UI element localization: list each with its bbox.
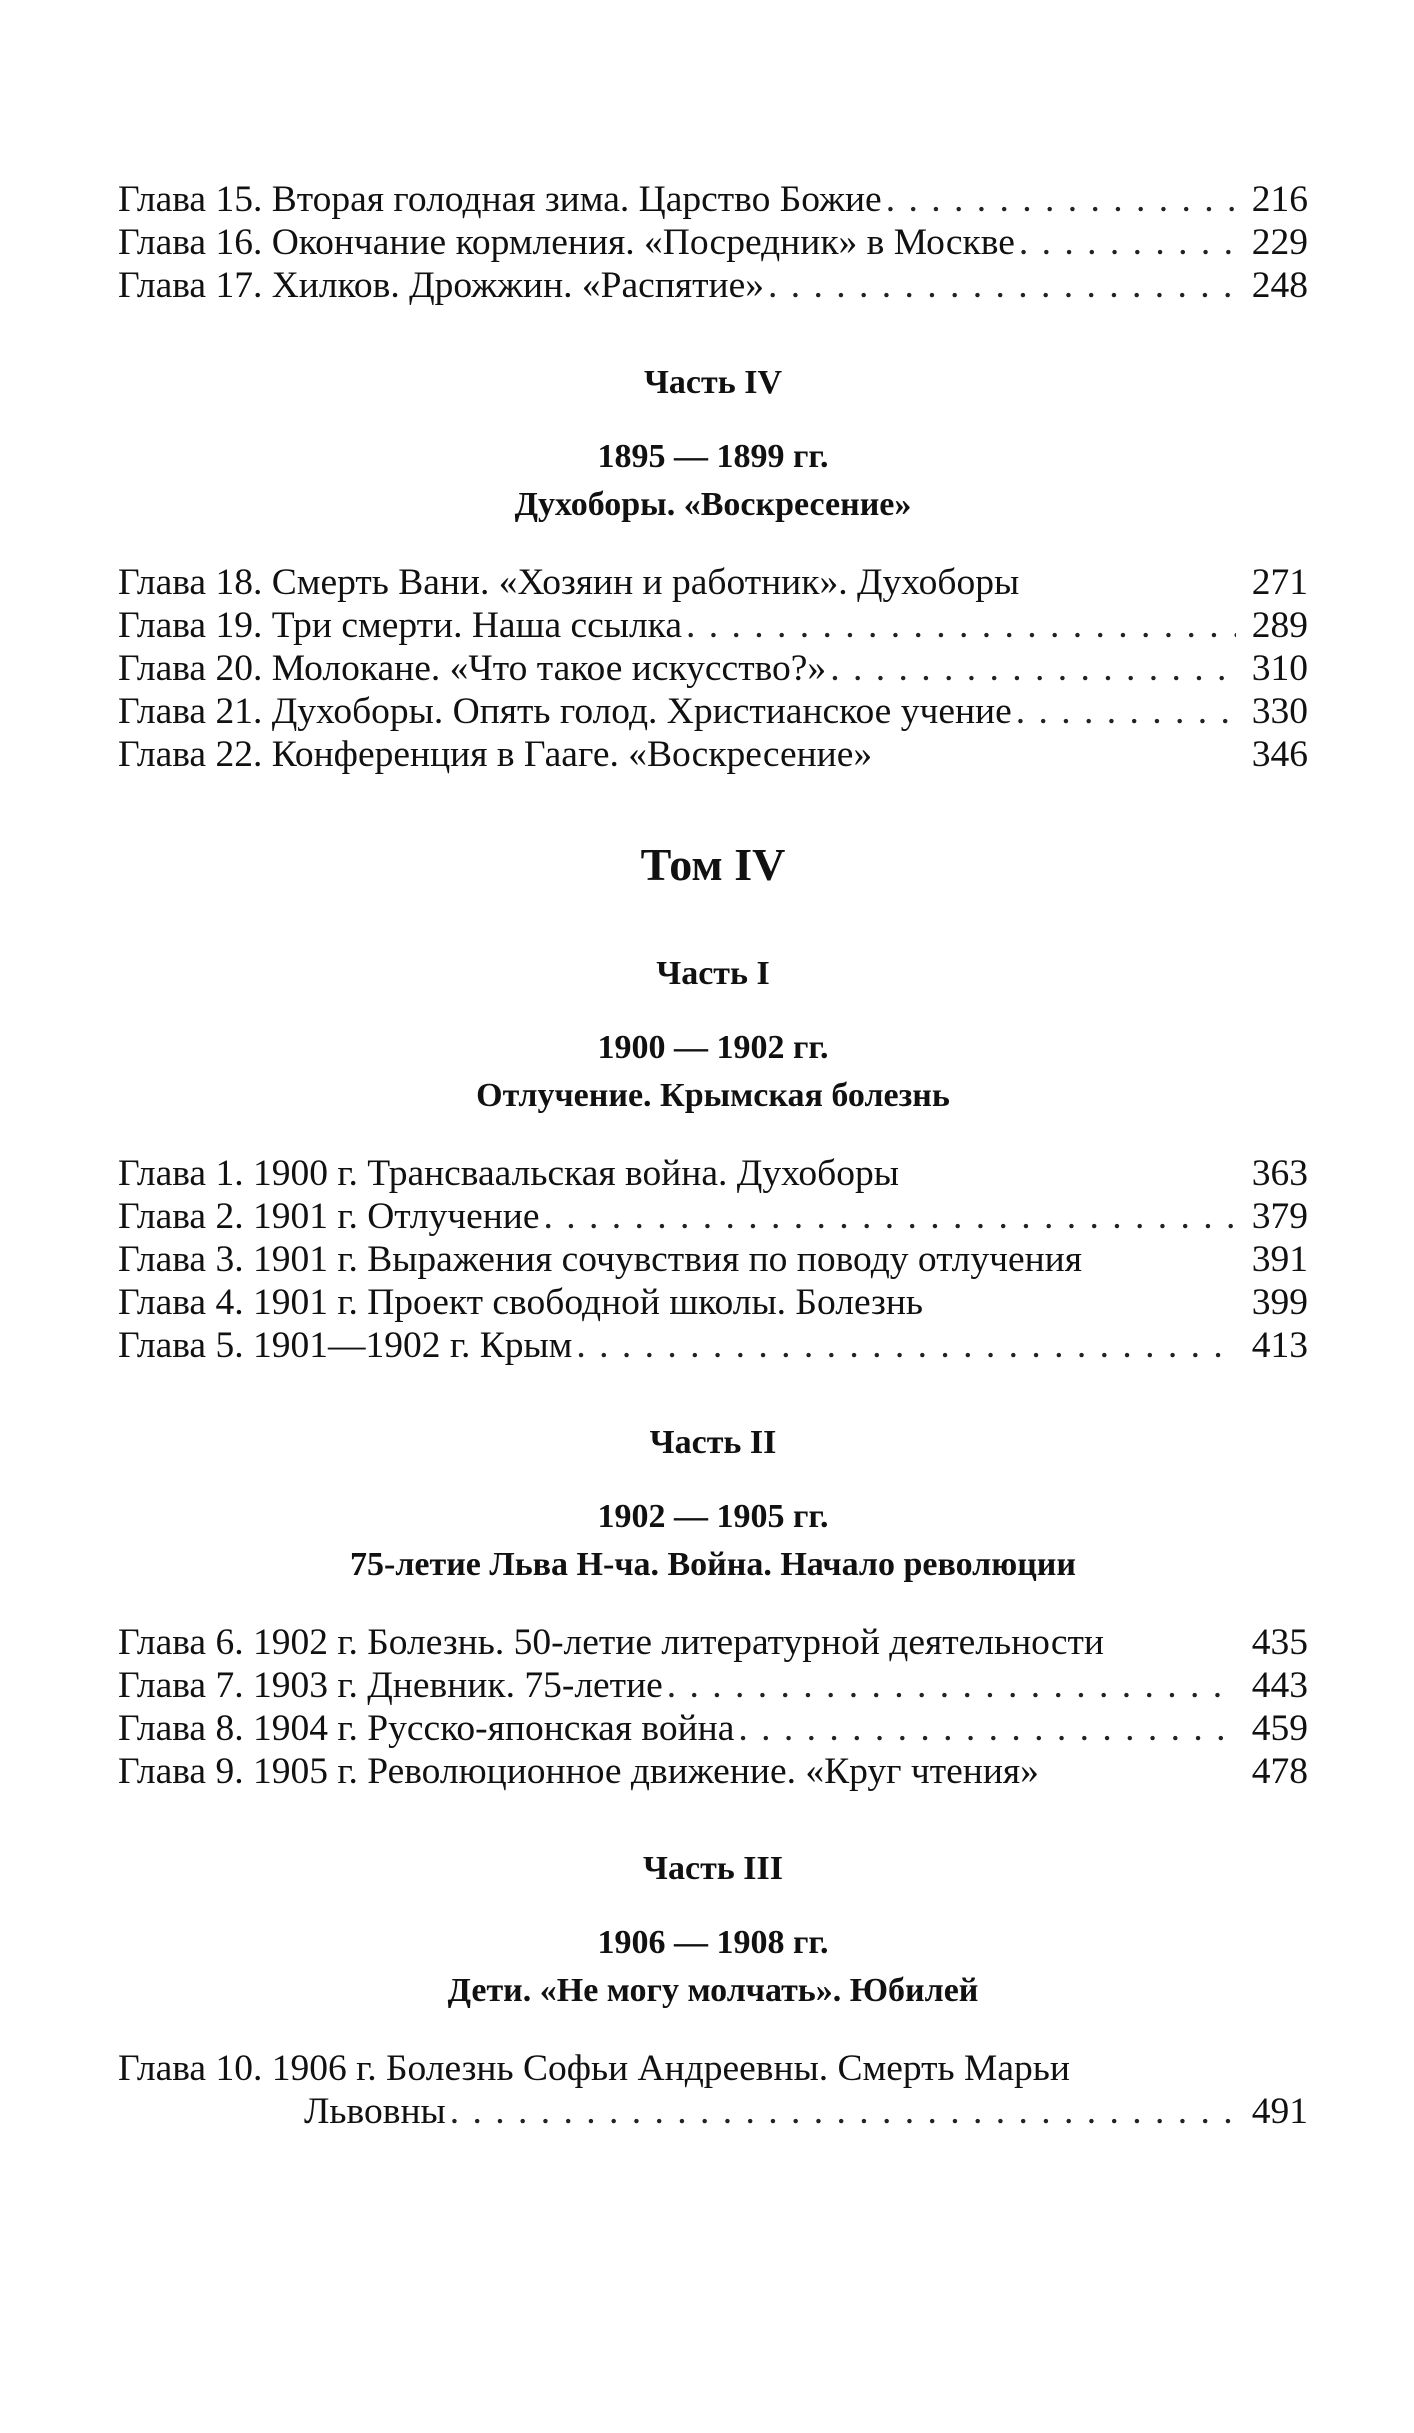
toc-entry (118, 1664, 1308, 1707)
toc-entry (118, 1195, 1308, 1238)
entry-page: 443 (1251, 1665, 1308, 1706)
dot-leader (886, 178, 1236, 221)
entry-title: Глава 3. 1901 г. Выражения сочувствия по поводу отлучения (118, 1239, 1082, 1280)
entry-title: Глава 19. Три смерти. Наша ссылка (118, 605, 682, 646)
entry-page: 478 (1251, 1751, 1308, 1792)
dot-leader (830, 647, 1236, 690)
dot-leader (1016, 690, 1236, 733)
entry-title-line2: Львовны (304, 2091, 446, 2132)
entry-title: Глава 2. 1901 г. Отлучение (118, 1196, 540, 1237)
dot-leader (544, 1195, 1236, 1238)
dot-leader (667, 1664, 1236, 1707)
part-iv-subtitle: Духоборы. «Воскресение» (514, 486, 912, 523)
part-ii-title: Часть II (649, 1424, 777, 1461)
part-iii-title: Часть III (643, 1850, 783, 1887)
entry-title: Глава 5. 1901—1902 г. Крым (118, 1325, 573, 1366)
entry-title: Глава 22. Конференция в Гааге. «Воскресение» (118, 734, 873, 775)
entry-title: Глава 15. Вторая голодная зима. Царство Божие (118, 179, 882, 220)
toc-entry (118, 221, 1308, 264)
toc-entry (118, 178, 1308, 221)
toc-entry (118, 1152, 1308, 1195)
part-ii-subtitle: 75-летие Льва Н-ча. Война. Начало революции (350, 1546, 1076, 1583)
toc-entry (118, 1281, 1308, 1324)
entry-page: 391 (1251, 1239, 1308, 1280)
part-ii-years: 1902 — 1905 гг. (597, 1498, 829, 1535)
part-iv-title: Часть IV (643, 364, 782, 401)
part-iii-subtitle: Дети. «Не могу молчать». Юбилей (447, 1972, 979, 2009)
dot-leader (1019, 221, 1236, 264)
toc-entry (118, 2090, 1308, 2133)
entry-title: Глава 9. 1905 г. Революционное движение. «Круг чтения» (118, 1751, 1039, 1792)
toc-list-part-iv (118, 561, 1308, 776)
entry-title: Глава 8. 1904 г. Русско-японская война (118, 1708, 735, 1749)
entry-page: 346 (1251, 734, 1308, 775)
dot-leader (738, 1707, 1236, 1750)
part-iv-years: 1895 — 1899 гг. (597, 438, 829, 475)
volume-title: Том IV (640, 839, 786, 890)
entry-page: 399 (1251, 1282, 1308, 1323)
dot-leader (450, 2090, 1236, 2133)
entry-page: 229 (1251, 222, 1308, 263)
dot-leader (686, 604, 1236, 647)
entry-page: 216 (1251, 179, 1308, 220)
entry-page: 248 (1251, 265, 1308, 306)
dot-leader (768, 264, 1236, 307)
toc-entry-multiline (118, 2047, 1308, 2133)
toc-entry (118, 1750, 1308, 1793)
toc-entry (118, 1324, 1308, 1367)
part-i-title: Часть I (656, 955, 770, 992)
entry-page: 310 (1251, 648, 1308, 689)
entry-page: 435 (1251, 1622, 1308, 1663)
entry-title: Глава 4. 1901 г. Проект свободной школы. Болезнь (118, 1282, 924, 1323)
entry-page: 363 (1251, 1153, 1308, 1194)
entry-page: 413 (1251, 1325, 1308, 1366)
toc-entry (118, 690, 1308, 733)
entry-title: Глава 7. 1903 г. Дневник. 75-летие (118, 1665, 663, 1706)
toc-entry (118, 1621, 1308, 1664)
entry-page: 330 (1251, 691, 1308, 732)
entry-title: Глава 21. Духоборы. Опять голод. Христианское учение (118, 691, 1012, 732)
part-iii-years: 1906 — 1908 гг. (597, 1924, 829, 1961)
entry-page: 379 (1251, 1196, 1308, 1237)
entry-title: Глава 1. 1900 г. Трансваальская война. Духоборы (118, 1153, 899, 1194)
toc-entry (118, 264, 1308, 307)
toc-entry (118, 1238, 1308, 1281)
entry-page: 459 (1251, 1708, 1308, 1749)
toc-entry (118, 1707, 1308, 1750)
part-i-subtitle: Отлучение. Крымская болезнь (476, 1077, 950, 1114)
toc-entry (118, 561, 1308, 604)
entry-page: 491 (1251, 2091, 1308, 2132)
toc-list-part-ii (118, 1621, 1308, 1793)
entry-title: Глава 6. 1902 г. Болезнь. 50-летие литературной деятельности (118, 1622, 1104, 1663)
entry-title: Глава 17. Хилков. Дрожжин. «Распятие» (118, 265, 764, 306)
entry-page: 271 (1251, 562, 1308, 603)
toc-list-part-iii-end (118, 178, 1308, 307)
entry-title-line1: Глава 10. 1906 г. Болезнь Софьи Андреевны. Смерть Марьи (118, 2048, 1070, 2089)
toc-page (118, 178, 1308, 2133)
toc-entry (118, 604, 1308, 647)
toc-list-part-i (118, 1152, 1308, 1367)
entry-page: 289 (1251, 605, 1308, 646)
entry-title: Глава 16. Окончание кормления. «Посредник» в Москве (118, 222, 1015, 263)
entry-title: Глава 18. Смерть Вани. «Хозяин и работник». Духоборы (118, 562, 1020, 603)
dot-leader (576, 1324, 1236, 1367)
entry-title: Глава 20. Молокане. «Что такое искусство?» (118, 648, 827, 689)
part-i-years: 1900 — 1902 гг. (597, 1029, 829, 1066)
toc-entry (118, 733, 1308, 776)
toc-entry (118, 647, 1308, 690)
